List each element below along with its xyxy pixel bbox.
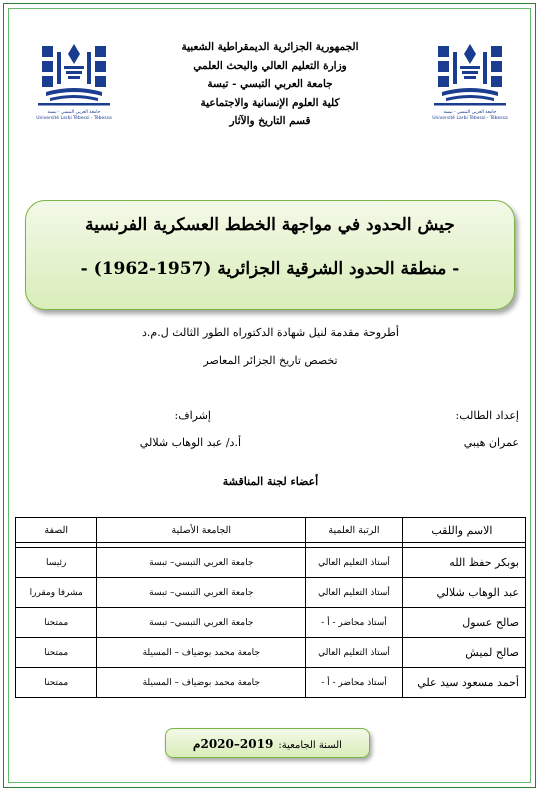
- member-university: جامعة العربي التبسي– تبسة: [97, 608, 306, 638]
- member-rank: أستاذ محاضر - أ -: [306, 668, 403, 698]
- thesis-title-line2: - منطقة الحدود الشرقية الجزائرية (1957-1962) -: [80, 259, 460, 279]
- committee-title: أعضاء لجنة المناقشة: [222, 475, 319, 488]
- header-ministry: وزارة التعليم العالي والبحث العلمي: [193, 59, 347, 72]
- academic-year-label: السنة الجامعية:: [278, 740, 342, 751]
- member-role: مشرفا ومقررا: [16, 578, 97, 608]
- logo-caption-french: Université Larbi Tébessi - Tébessa: [432, 116, 508, 121]
- table-row: [16, 548, 526, 578]
- committee-table: [15, 517, 526, 698]
- member-name: بوبكر حفظ الله: [402, 548, 525, 578]
- header-department: قسم التاريخ والآثار: [229, 115, 311, 127]
- header-faculty: كلية العلوم الإنسانية والاجتماعية: [200, 96, 340, 109]
- header-university: الجامعة الأصلية: [97, 518, 306, 543]
- member-rank: أستاذ التعليم العالي: [306, 548, 403, 578]
- degree-statement: أطروحة مقدمة لنيل شهادة الدكتوراه الطور الثالث ل.م.د: [142, 326, 399, 339]
- table-row: [16, 638, 526, 668]
- academic-year-value: 2019–2020م: [193, 737, 274, 751]
- table-row: [16, 668, 526, 698]
- member-name: صالح عسول: [402, 608, 525, 638]
- header-university: جامعة العربي التبسي - تبسة: [207, 78, 333, 90]
- logo-caption-arabic: جامعة العربي التبسي - تبسة: [47, 110, 101, 115]
- specialty: تخصص تاريخ الجزائر المعاصر: [203, 354, 338, 367]
- thesis-title-box: [25, 200, 515, 310]
- member-role: ممتحنا: [16, 638, 97, 668]
- table-header-row: [16, 518, 526, 543]
- member-name: صالح لميش: [402, 638, 525, 668]
- member-rank: أستاذ التعليم العالي: [306, 638, 403, 668]
- supervisor-name: أ.د/ عبد الوهاب شلالي: [139, 436, 241, 449]
- member-role: ممتحنا: [16, 608, 97, 638]
- member-name: أحمد مسعود سيد علي: [402, 668, 525, 698]
- logo-caption-arabic: جامعة العربي التبسي - تبسة: [443, 110, 497, 115]
- institution-header: [140, 38, 400, 131]
- member-role: ممتحنا: [16, 668, 97, 698]
- member-rank: أستاذ التعليم العالي: [306, 578, 403, 608]
- header-rank: الرتبة العلمية: [306, 518, 403, 543]
- member-rank: أستاذ محاضر - أ -: [306, 608, 403, 638]
- header-name: الاسم واللقب: [402, 518, 525, 543]
- member-university: جامعة محمد بوضياف – المسيلة: [97, 668, 306, 698]
- student-label: إعداد الطالب:: [455, 409, 519, 422]
- member-role: رئيسا: [16, 548, 97, 578]
- university-emblem-icon: [430, 40, 510, 110]
- logo-caption-french: Université Larbi Tébessi - Tébessa: [36, 116, 112, 121]
- university-emblem-icon: [34, 40, 114, 110]
- member-university: جامعة العربي التبسي– تبسة: [97, 578, 306, 608]
- table-row: [16, 608, 526, 638]
- university-logo-left: [34, 40, 114, 121]
- table-row: [16, 578, 526, 608]
- member-university: جامعة العربي التبسي– تبسة: [97, 548, 306, 578]
- header-republic: الجمهورية الجزائرية الديمقراطية الشعبية: [181, 41, 359, 53]
- student-name: عمران هيبي: [463, 436, 519, 449]
- academic-year-box: [165, 728, 370, 758]
- header-role: الصفة: [16, 518, 97, 543]
- university-logo-right: [430, 40, 510, 121]
- member-name: عبد الوهاب شلالي: [402, 578, 525, 608]
- member-university: جامعة محمد بوضياف – المسيلة: [97, 638, 306, 668]
- thesis-title-line1: جيش الحدود في مواجهة الخطط العسكرية الفرنسية: [85, 215, 455, 235]
- supervisor-label: إشراف:: [174, 409, 211, 422]
